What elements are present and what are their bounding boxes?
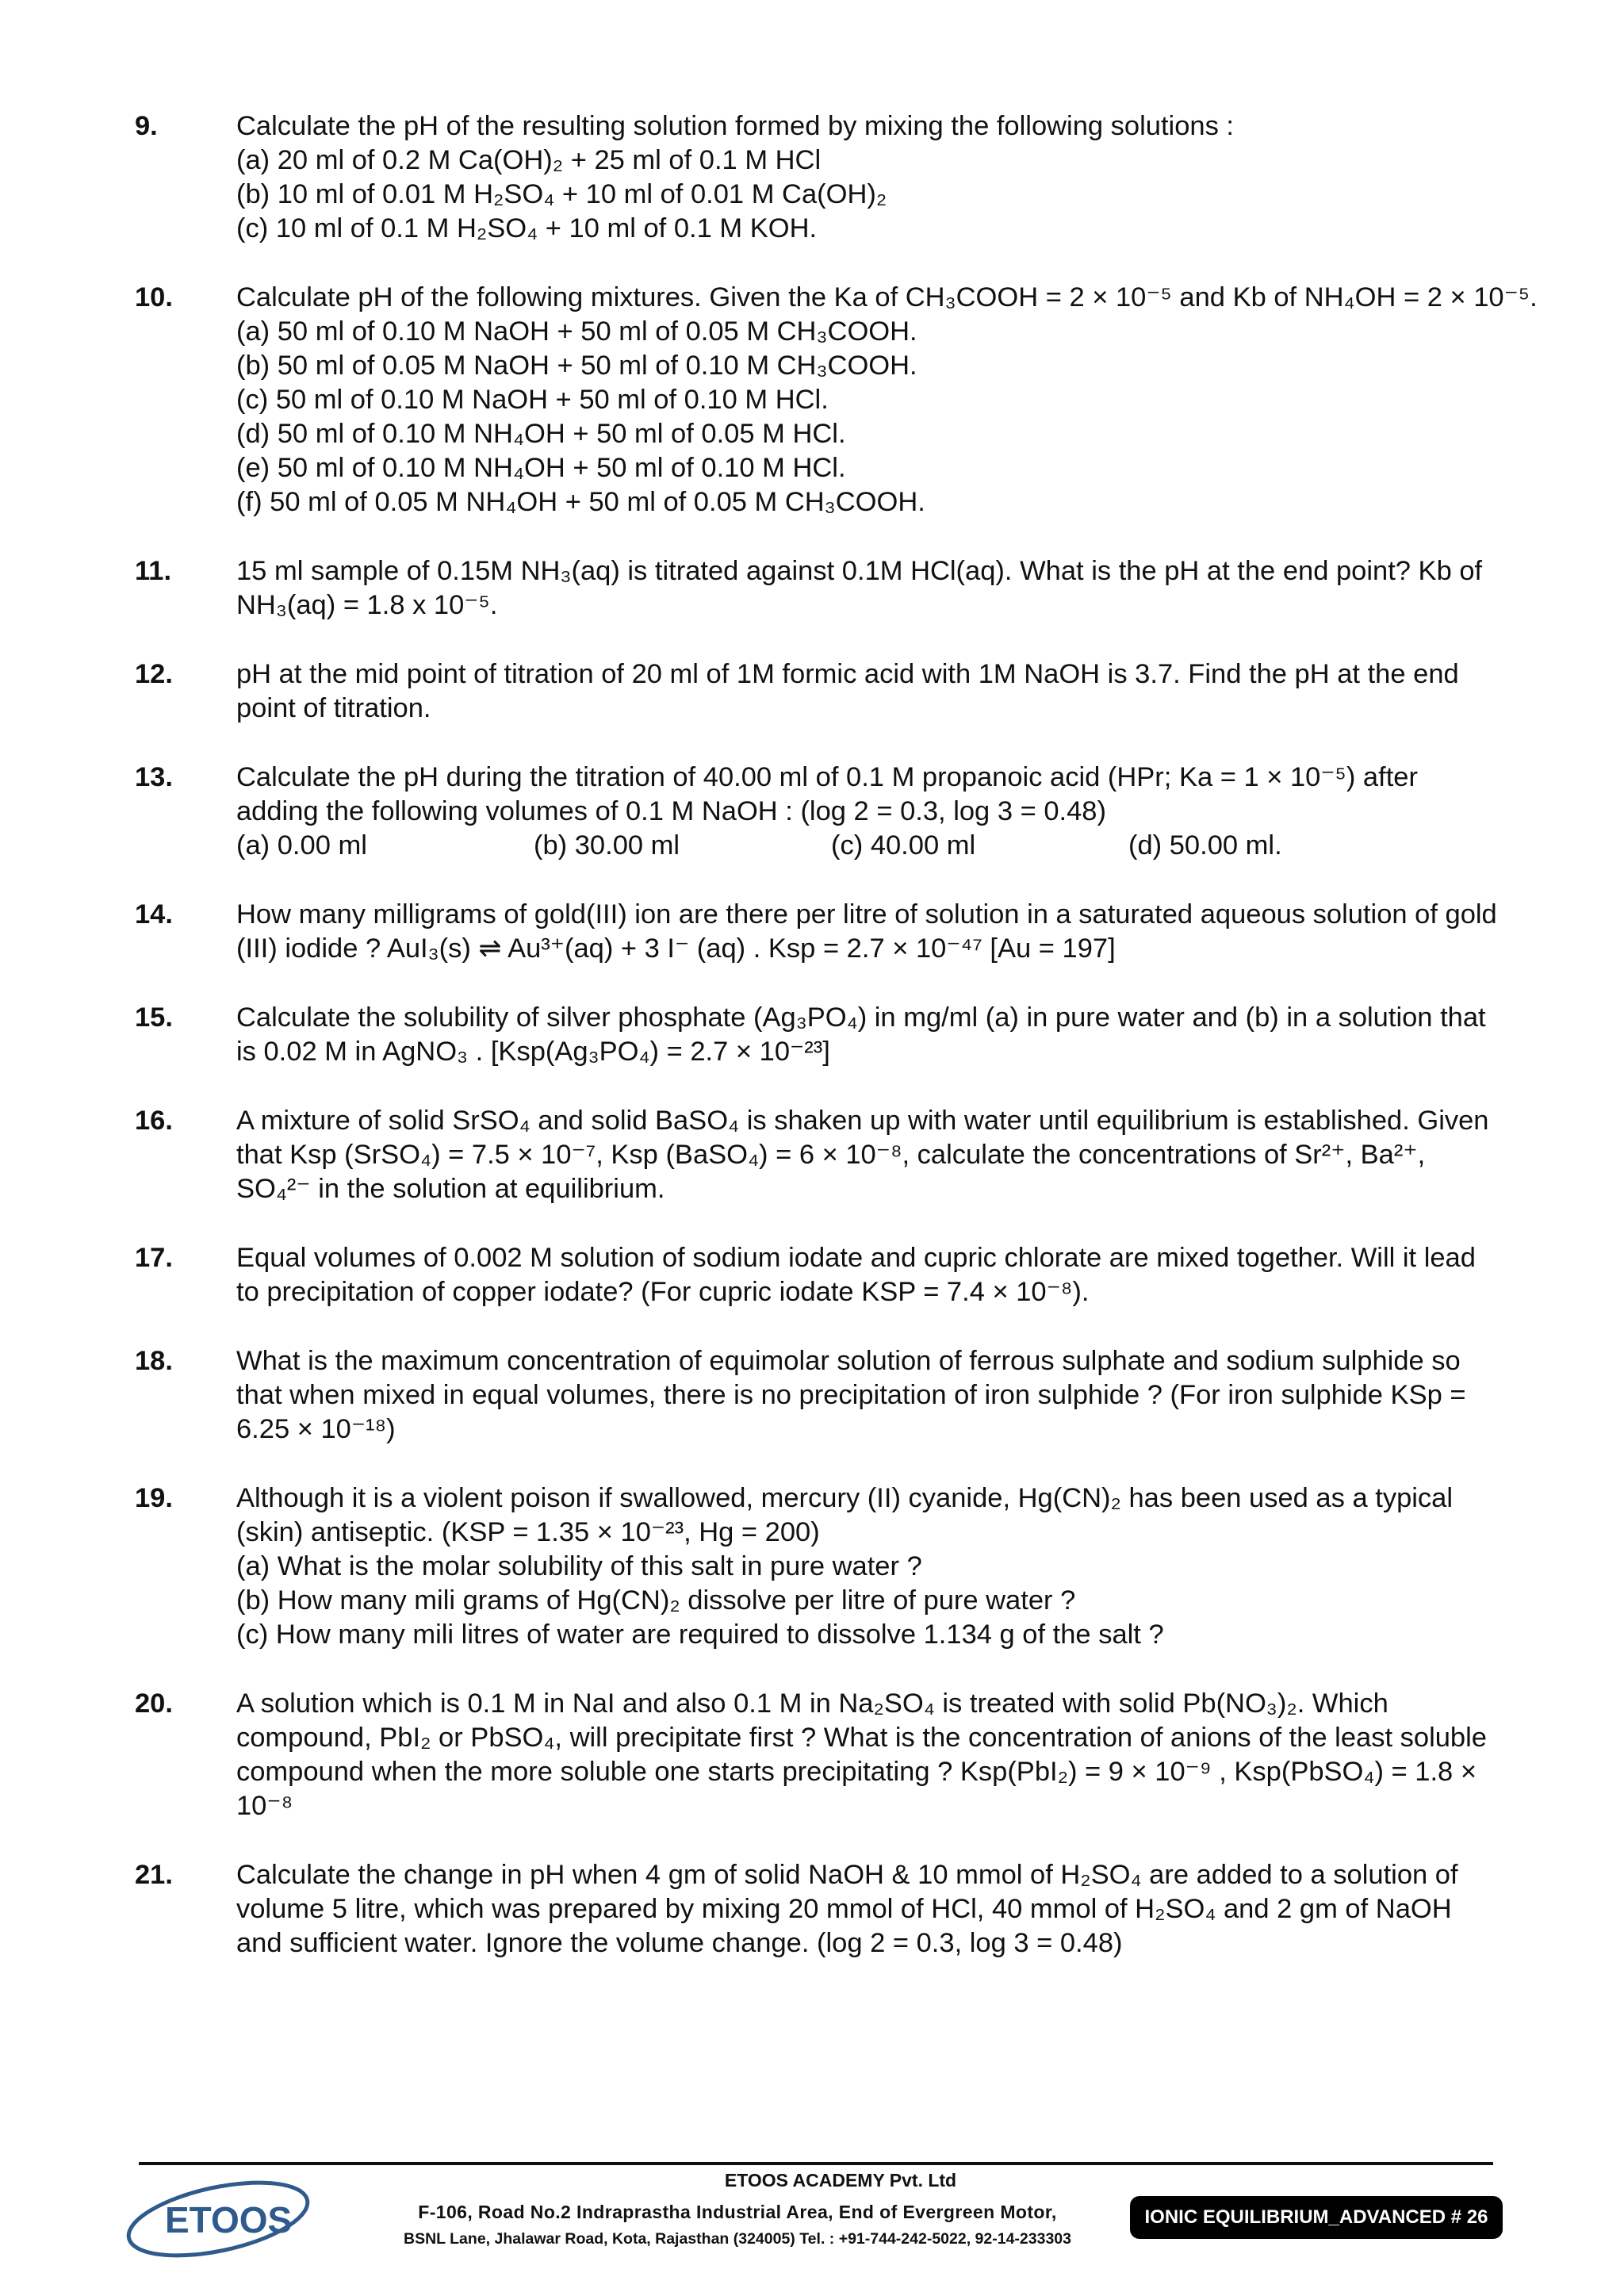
option-c: (c) 50 ml of 0.10 M NaOH + 50 ml of 0.10 M HCl. — [236, 385, 829, 415]
option-b: (b) How many mili grams of Hg(CN)₂ dissolve per litre of pure water ? — [236, 1585, 1076, 1616]
question-18 — [135, 1344, 1499, 1447]
option-a: (a) 20 ml of 0.2 M Ca(OH)₂ + 25 ml of 0.1 M HCl — [236, 145, 822, 175]
question-text: What is the maximum concentration of equimolar solution of ferrous sulphate and sodium sulphide so that when mixed in equal volumes, there is no precipitation of iron sulphide ? (For iron sulphide KSp = 6.25 × 10⁻¹⁸) — [236, 1346, 1466, 1444]
question-12 — [135, 657, 1499, 726]
question-21 — [135, 1858, 1499, 1961]
question-number: 11. — [135, 556, 172, 586]
option-a: (a) 50 ml of 0.10 M NaOH + 50 ml of 0.05 M CH₃COOH. — [236, 316, 917, 347]
option-row — [236, 829, 1499, 863]
question-14 — [135, 898, 1499, 966]
logo-swoosh-icon — [119, 2175, 317, 2263]
question-text: How many milligrams of gold(III) ion are there per litre of solution in a saturated aqueous solution of gold (III) iodide ? AuI₃(s) ⇌ Au³⁺(aq) + 3 I⁻ (aq) . Ksp = 2.7 × 10⁻⁴⁷ [Au = 197] — [236, 899, 1497, 964]
question-11 — [135, 554, 1499, 623]
company-name: ETOOS ACADEMY Pvt. Ltd — [724, 2170, 957, 2191]
option-d: (d) 50 ml of 0.10 M NH₄OH + 50 ml of 0.05 M HCl. — [236, 419, 846, 449]
question-text: pH at the mid point of titration of 20 ml of 1M formic acid with 1M NaOH is 3.7. Find the pH at the end point of titration. — [236, 659, 1459, 723]
question-13 — [135, 761, 1499, 863]
question-number: 18. — [135, 1346, 173, 1376]
question-text: A solution which is 0.1 M in NaI and also 0.1 M in Na₂SO₄ is treated with solid Pb(NO₃)₂. Which compound, PbI₂ or PbSO₄, will precipitate first ? What is the concentration of anions of the least soluble compound when the more soluble one starts precipitating ? Ksp(PbI₂) = 9 × 10⁻⁹ , Ksp(PbSO₄) = 1.8 × 10⁻⁸ — [236, 1688, 1487, 1821]
option-f: (f) 50 ml of 0.05 M NH₄OH + 50 ml of 0.05 M CH₃COOH. — [236, 487, 925, 517]
option-c: (c) 40.00 ml — [831, 830, 976, 861]
question-9 — [135, 109, 1499, 246]
question-19 — [135, 1481, 1499, 1652]
option-b: (b) 30.00 ml — [534, 830, 680, 861]
question-text: Calculate the change in pH when 4 gm of solid NaOH & 10 mmol of H₂SO₄ are added to a solution of volume 5 litre, which was prepared by mixing 20 mmol of HCl, 40 mmol of H₂SO₄ and 2 gm of NaOH and sufficient water. Ignore the volume change. (log 2 = 0.3, log 3 = 0.48) — [236, 1860, 1458, 1958]
question-15 — [135, 1001, 1499, 1069]
question-text: Calculate the solubility of silver phosphate (Ag₃PO₄) in mg/ml (a) in pure water and (b) in a solution that is 0.02 M in AgNO₃ . [Ksp(Ag₃PO₄) = 2.7 × 10⁻²³] — [236, 1002, 1486, 1067]
chapter-badge: IONIC EQUILIBRIUM_ADVANCED # 26 — [1130, 2196, 1503, 2239]
question-number: 14. — [135, 899, 173, 930]
option-c: (c) 10 ml of 0.1 M H₂SO₄ + 10 ml of 0.1 M KOH. — [236, 213, 818, 243]
question-number: 13. — [135, 762, 173, 792]
option-b: (b) 10 ml of 0.01 M H₂SO₄ + 10 ml of 0.01 M Ca(OH)₂ — [236, 179, 887, 209]
question-list — [135, 109, 1538, 1995]
address-line-1: F-106, Road No.2 Indraprastha Industrial Area, End of Evergreen Motor, — [418, 2202, 1057, 2222]
question-number: 16. — [135, 1106, 173, 1136]
question-number: 10. — [135, 282, 173, 312]
question-number: 19. — [135, 1483, 173, 1513]
option-a: (a) 0.00 ml — [236, 830, 367, 861]
question-17 — [135, 1241, 1499, 1309]
option-b: (b) 50 ml of 0.05 M NaOH + 50 ml of 0.10 M CH₃COOH. — [236, 351, 917, 381]
question-number: 12. — [135, 659, 173, 689]
question-text: Equal volumes of 0.002 M solution of sodium iodate and cupric chlorate are mixed together. Will it lead to precipitation of copper iodate? (For cupric iodate KSP = 7.4 × 10⁻⁸). — [236, 1243, 1476, 1307]
question-text: Calculate the pH during the titration of 40.00 ml of 0.1 M propanoic acid (HPr; Ka = 1 × 10⁻⁵) after adding the following volumes of 0.1 M NaOH : (log 2 = 0.3, log 3 = 0.48) — [236, 762, 1418, 826]
question-intro: Calculate the pH of the resulting solution formed by mixing the following solutions : — [236, 111, 1235, 141]
question-number: 20. — [135, 1688, 173, 1719]
question-16 — [135, 1104, 1499, 1206]
question-text: Although it is a violent poison if swallowed, mercury (II) cyanide, Hg(CN)₂ has been used as a typical (skin) antiseptic. (KSP = 1.35 × 10⁻²³, Hg = 200) — [236, 1483, 1454, 1547]
etoos-logo — [119, 2175, 317, 2263]
question-text: 15 ml sample of 0.15M NH₃(aq) is titrated against 0.1M HCl(aq). What is the pH at the end point? Kb of NH₃(aq) = 1.8 x 10⁻⁵. — [236, 556, 1483, 620]
question-text: A mixture of solid SrSO₄ and solid BaSO₄ is shaken up with water until equilibrium is established. Given that Ksp (SrSO₄) = 7.5 × 10⁻⁷, Ksp (BaSO₄) = 6 × 10⁻⁸, calculate the concentrations of Sr²⁺, Ba²⁺, SO₄²⁻ in the solution at equilibrium. — [236, 1106, 1489, 1204]
question-20 — [135, 1687, 1499, 1823]
question-number: 9. — [135, 111, 158, 141]
question-number: 17. — [135, 1243, 173, 1273]
question-number: 15. — [135, 1002, 173, 1033]
option-a: (a) What is the molar solubility of this salt in pure water ? — [236, 1551, 922, 1581]
option-e: (e) 50 ml of 0.10 M NH₄OH + 50 ml of 0.10 M HCl. — [236, 453, 846, 483]
option-d: (d) 50.00 ml. — [1128, 830, 1282, 861]
option-c: (c) How many mili litres of water are required to dissolve 1.134 g of the salt ? — [236, 1619, 1164, 1650]
address-line-2: BSNL Lane, Jhalawar Road, Kota, Rajasthan (324005) Tel. : +91-744-242-5022, 92-14-233303 — [404, 2230, 1071, 2248]
question-10 — [135, 281, 1538, 519]
logo-text: ETOOS — [165, 2199, 293, 2240]
question-number: 21. — [135, 1860, 173, 1890]
question-intro: Calculate pH of the following mixtures. Given the Ka of CH₃COOH = 2 × 10⁻⁵ and Kb of NH₄OH = 2 × 10⁻⁵. — [236, 282, 1538, 312]
footer-divider — [139, 2162, 1493, 2165]
